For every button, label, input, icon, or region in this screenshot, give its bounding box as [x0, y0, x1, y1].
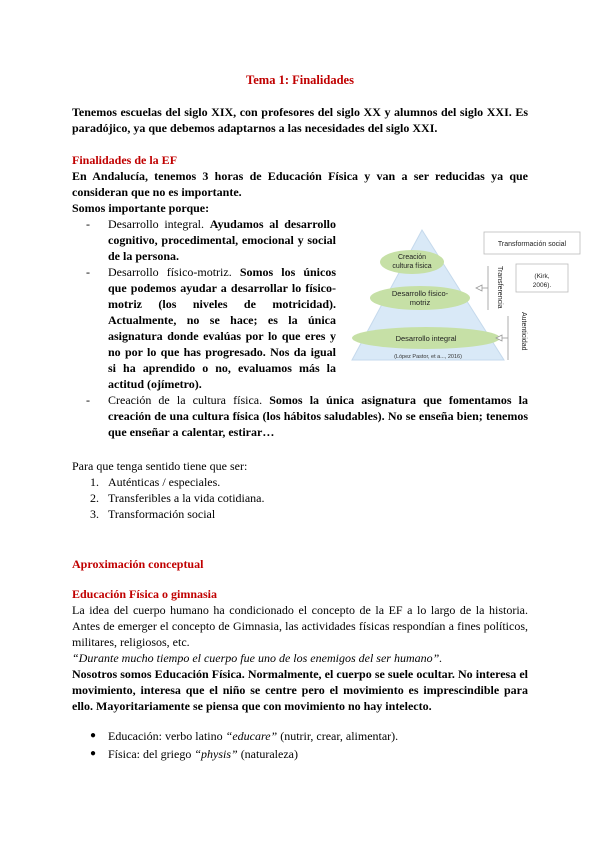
finalidades-paragraph: En Andalucía, tenemos 3 horas de Educación Física y van a ser reducidas ya que consideran que no es importante.	[72, 169, 528, 199]
transferencia-arrow-head	[476, 285, 482, 291]
item-normal-text: Desarrollo físico-motriz.	[108, 265, 232, 279]
transformacion-label: Transformación social	[497, 241, 567, 248]
aproximacion-subheading: Educación Física o gimnasia	[72, 587, 218, 601]
list-item	[86, 264, 336, 392]
list-item	[90, 746, 520, 762]
finalidades-list-full	[86, 392, 528, 440]
bullet-term: “physis”	[194, 747, 238, 761]
intro-paragraph: Tenemos escuelas del siglo XIX, con profesores del siglo XX y alumnos del siglo XXI. Es paradójico, ya que debemos adaptarnos a las necesidades del siglo XXI.	[72, 105, 528, 135]
etymology-list	[90, 728, 520, 762]
pyramid-svg	[348, 226, 584, 376]
diagram-citation: (López Pastor, et a..., 2016)	[394, 354, 462, 360]
aproximacion-paragraph-1: La idea del cuerpo humano ha condicionado el concepto de la EF a lo largo de la historia. Antes de emerger el concepto de Gimnasia, las actividades físicas respondían a fines políticos, militares, religiosos, etc.	[72, 603, 528, 649]
bullet-suffix: (naturaleza)	[237, 747, 298, 761]
importante-label: Somos importante porque:	[72, 201, 210, 215]
level-label-middle: Desarrollo físico-motriz	[391, 289, 449, 307]
aproximacion-paragraph-2: Nosotros somos Educación Física. Normalmente, el cuerpo se suele ocultar. No interesa el movimiento, interesa que el niño se centre pero el movimiento es imprescindible para ello. Mayoritariamente se piensa que con movimiento no hay intelecto.	[72, 667, 528, 713]
bullet-marker: ●	[90, 748, 97, 759]
item-bold-text: Ayudamos al desarrollo cognitivo, procedimental, emocional y social de la persona.	[108, 217, 336, 263]
list-item	[90, 490, 510, 506]
list-number: 1.	[90, 475, 99, 489]
finalidades-list-left	[86, 216, 336, 392]
finalidades-heading: Finalidades de la EF	[72, 153, 178, 167]
aproximacion-heading: Aproximación conceptual	[72, 557, 204, 571]
list-item	[86, 392, 528, 440]
list-item-text: Transformación social	[108, 507, 216, 521]
dash-marker: -	[86, 265, 90, 279]
kirk-label: (Kirk, 2006).	[532, 273, 552, 289]
sentido-intro: Para que tenga sentido tiene que ser:	[72, 459, 248, 473]
item-bold-text: Somos los únicos que podemos ayudar a desarrollar lo físico-motriz (los niveles de motricidad). Actualmente, no se hace; es la única asignatura donde evalúas por lo que eres y no por lo que has progresado. Nos da igual si ha aprendido o no, evaluamos más la actitud (ojímetro).	[108, 265, 336, 391]
level-label-top: Creación cultura física	[392, 254, 432, 270]
list-number: 2.	[90, 491, 99, 505]
item-bold-text: Somos la única asignatura que fomentamos la creación de una cultura física (los hábitos saludables). No se enseña bien; tenemos que enseñar a calentar, estirar…	[108, 393, 528, 439]
pyramid-diagram	[348, 226, 584, 376]
bullet-prefix: Educación: verbo latino	[108, 729, 226, 743]
sentido-list	[90, 474, 510, 522]
list-number: 3.	[90, 507, 99, 521]
item-normal-text: Desarrollo integral.	[108, 217, 204, 231]
list-item-text: Auténticas / especiales.	[108, 475, 221, 489]
bullet-marker: ●	[90, 730, 97, 741]
autenticidad-label: Autenticidad	[520, 312, 527, 351]
list-item	[90, 728, 520, 744]
level-label-bottom: Desarrollo integral	[395, 334, 457, 343]
list-item-text: Transferibles a la vida cotidiana.	[108, 491, 265, 505]
list-item	[86, 216, 336, 264]
bullet-suffix: (nutrir, crear, alimentar).	[277, 729, 399, 743]
bullet-prefix: Física: del griego	[108, 747, 195, 761]
list-item	[90, 474, 510, 490]
bullet-term: “educare”	[225, 729, 278, 743]
item-normal-text: Creación de la cultura física.	[108, 393, 263, 407]
aproximacion-quote: “Durante mucho tiempo el cuerpo fue uno de los enemigos del ser humano”.	[72, 651, 443, 665]
page-title: Tema 1: Finalidades	[246, 73, 354, 87]
dash-marker: -	[86, 393, 90, 407]
transferencia-label: Transferencia	[496, 266, 503, 309]
list-item	[90, 506, 510, 522]
dash-marker: -	[86, 217, 90, 231]
